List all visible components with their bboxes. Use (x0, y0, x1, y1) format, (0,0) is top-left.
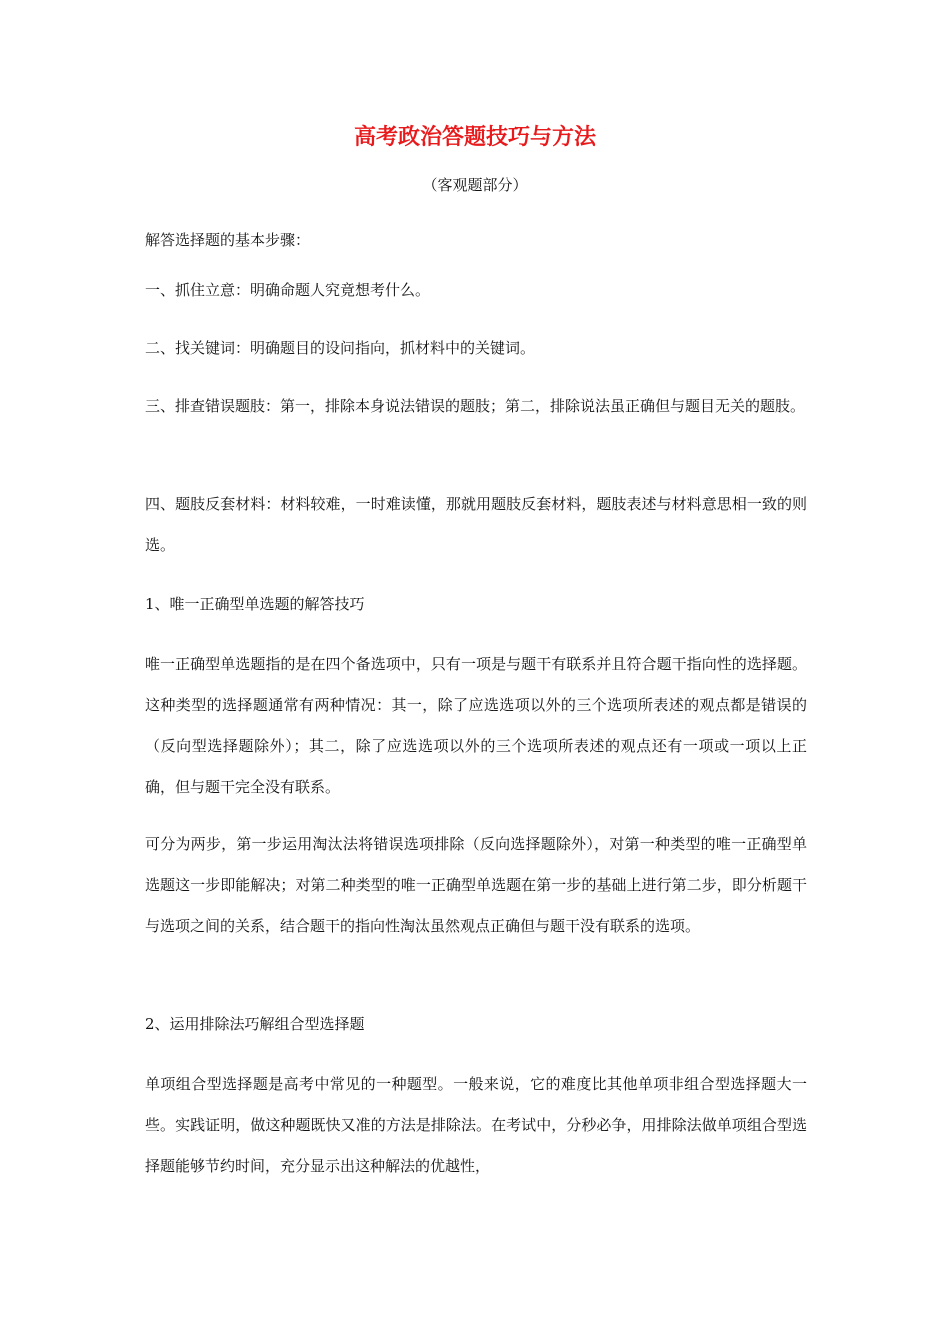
section-heading-1: 1、唯一正确型单选题的解答技巧 (145, 595, 365, 613)
paragraph-step-1: 一、抓住立意：明确命题人究竟想考什么。 (145, 281, 431, 299)
paragraph-step-4: 四、题肢反套材料：材料较难，一时难读懂，那就用题肢反套材料，题肢表述与材料意思相一致的则选。 (145, 495, 807, 554)
paragraph-section-2-body: 单项组合型选择题是高考中常见的一种题型。一般来说，它的难度比其他单项非组合型选择题大一些。实践证明，做这种题既快又准的方法是排除法。在考试中，分秒必争，用排除法做单项组合型选择题能够节约时间，充分显示出这种解法的优越性， (145, 1075, 807, 1175)
section-heading-2: 2、运用排除法巧解组合型选择题 (145, 1015, 365, 1033)
document-title: 高考政治答题技巧与方法 (353, 124, 596, 150)
paragraph-step-3: 三、排查错误题肢：第一，排除本身说法错误的题肢；第二，排除说法虽正确但与题目无关的题肢。 (145, 397, 806, 415)
paragraph-section-1-definition: 唯一正确型单选题指的是在四个备选项中，只有一项是与题干有联系并且符合题干指向性的选择题。这种类型的选择题通常有两种情况：其一，除了应选选项以外的三个选项所表述的观点都是错误的（反向型选择题除外）；其二，除了应选选项以外的三个选项所表述的观点还有一项或一项以上正确，但与题干完全没有联系。 (145, 655, 807, 796)
document-subtitle: （客观题部分） (422, 176, 528, 194)
paragraph-steps-intro: 解答选择题的基本步骤： (145, 231, 311, 249)
paragraph-section-1-method: 可分为两步，第一步运用淘汰法将错误选项排除（反向选择题除外），对第一种类型的唯一正确型单选题这一步即能解决；对第二种类型的唯一正确型单选题在第一步的基础上进行第二步，即分析题干与选项之间的关系，结合题干的指向性淘汰虽然观点正确但与题干没有联系的选项。 (145, 835, 807, 935)
paragraph-step-2: 二、找关键词：明确题目的设问指向，抓材料中的关键词。 (145, 339, 536, 357)
